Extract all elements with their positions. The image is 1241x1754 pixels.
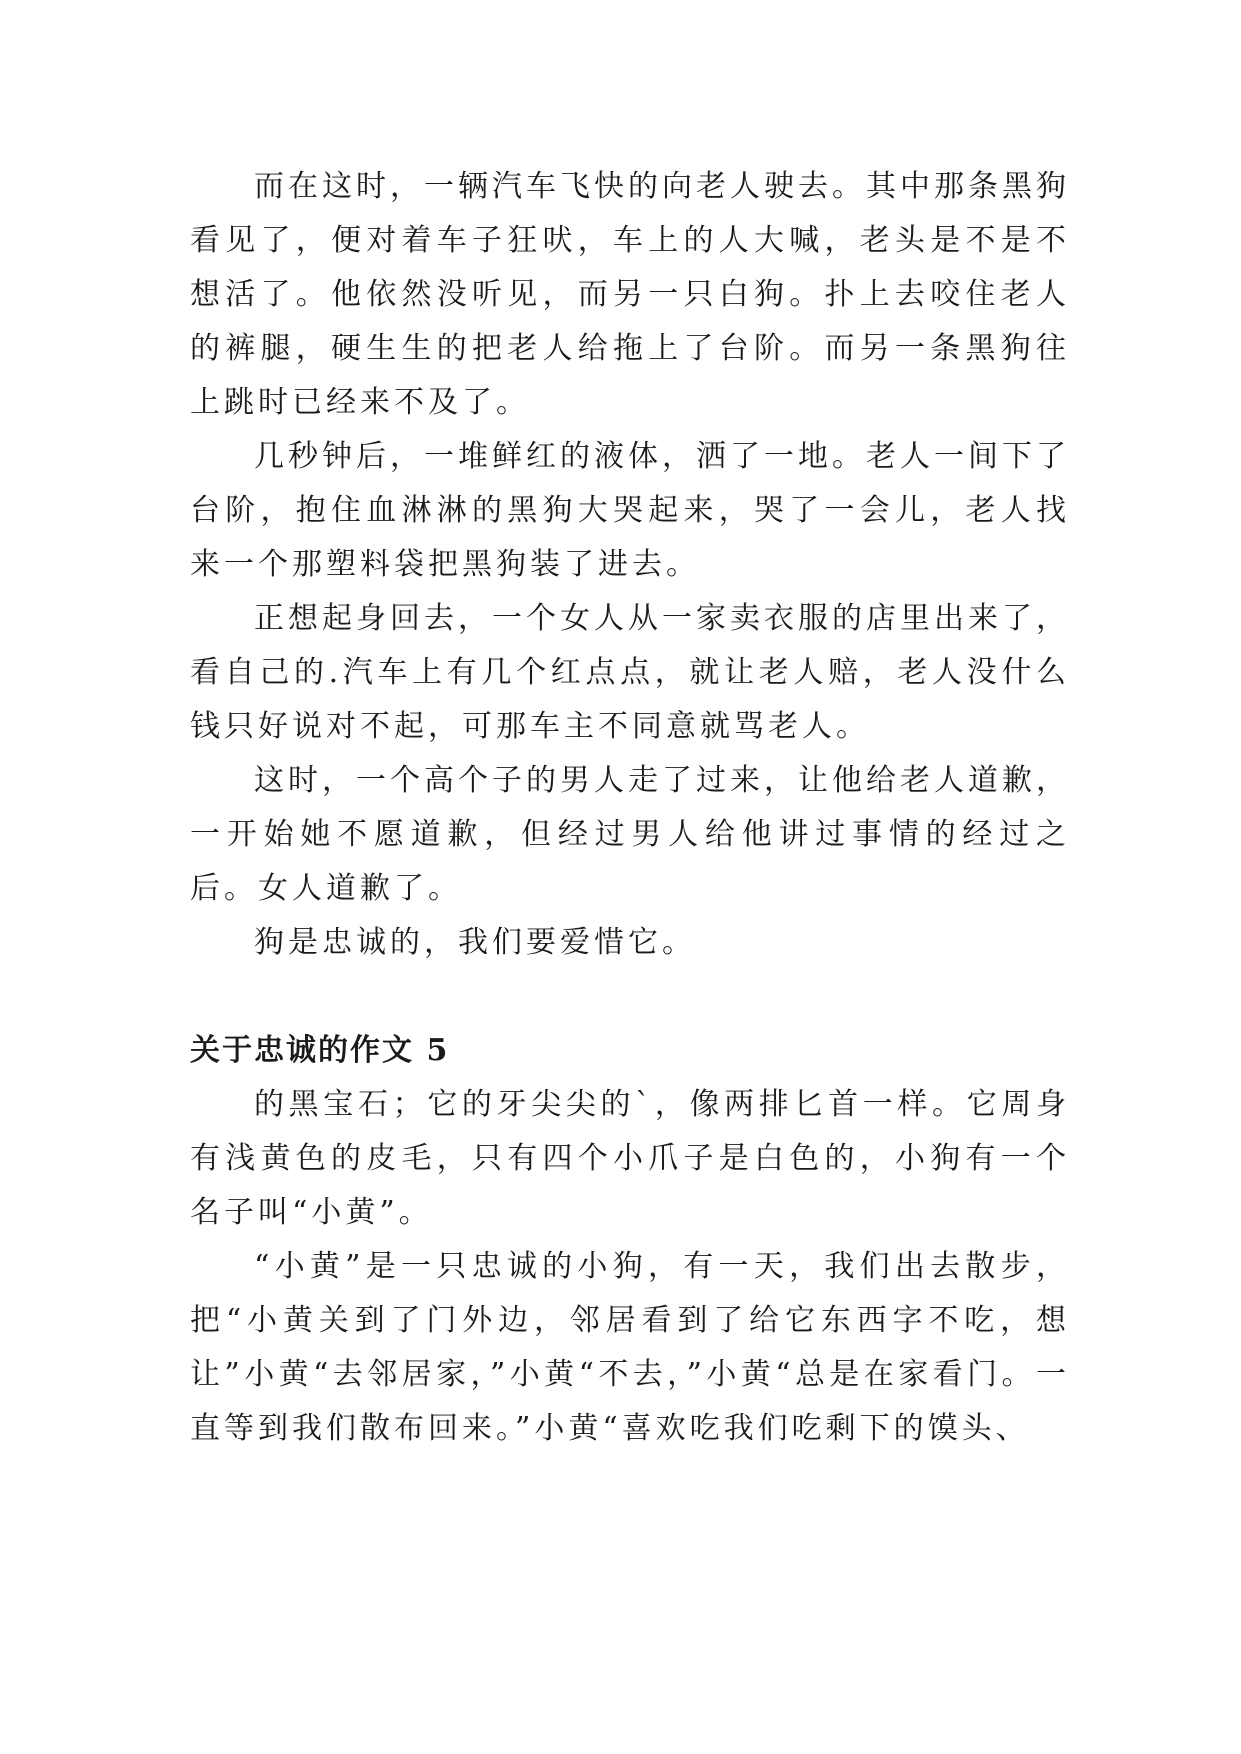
paragraph: 的黑宝石；它的牙尖尖的`，像两排匕首一样。它周身有浅黄色的皮毛，只有四个小爪子是白色的，小狗有一个名子叫“小黄”。 xyxy=(190,1087,1070,1230)
section-heading: 关于忠诚的作文 5 xyxy=(190,1033,450,1068)
paragraph: 几秒钟后，一堆鲜红的液体，洒了一地。老人一间下了台阶，抱住血淋淋的黑狗大哭起来，哭了一会儿，老人找来一个那塑料袋把黑狗装了进去。 xyxy=(190,439,1070,582)
paragraph: 狗是忠诚的，我们要爱惜它。 xyxy=(254,925,696,960)
paragraph: 这时，一个高个子的男人走了过来，让他给老人道歉，一开始她不愿道歉，但经过男人给他讲过事情的经过之后。女人道歉了。 xyxy=(190,763,1070,906)
paragraph: “小黄”是一只忠诚的小狗，有一天，我们出去散步，把“小黄关到了门外边，邻居看到了给它东西字不吃，想让”小黄“去邻居家，”小黄“不去，”小黄“总是在家看门。一直等到我们散布回来。”小黄“喜欢吃我们吃剩下的馍头、 xyxy=(190,1249,1070,1446)
document-page xyxy=(190,160,1070,1456)
paragraph: 而在这时，一辆汽车飞快的向老人驶去。其中那条黑狗看见了，便对着车子狂吠，车上的人大喊，老头是不是不想活了。他依然没听见，而另一只白狗。扑上去咬住老人的裤腿，硬生生的把老人给拖上了台阶。而另一条黑狗往上跳时已经来不及了。 xyxy=(190,169,1070,420)
paragraph: 正想起身回去，一个女人从一家卖衣服的店里出来了，看自己的.汽车上有几个红点点，就让老人赔，老人没什么钱只好说对不起，可那车主不同意就骂老人。 xyxy=(190,601,1070,744)
